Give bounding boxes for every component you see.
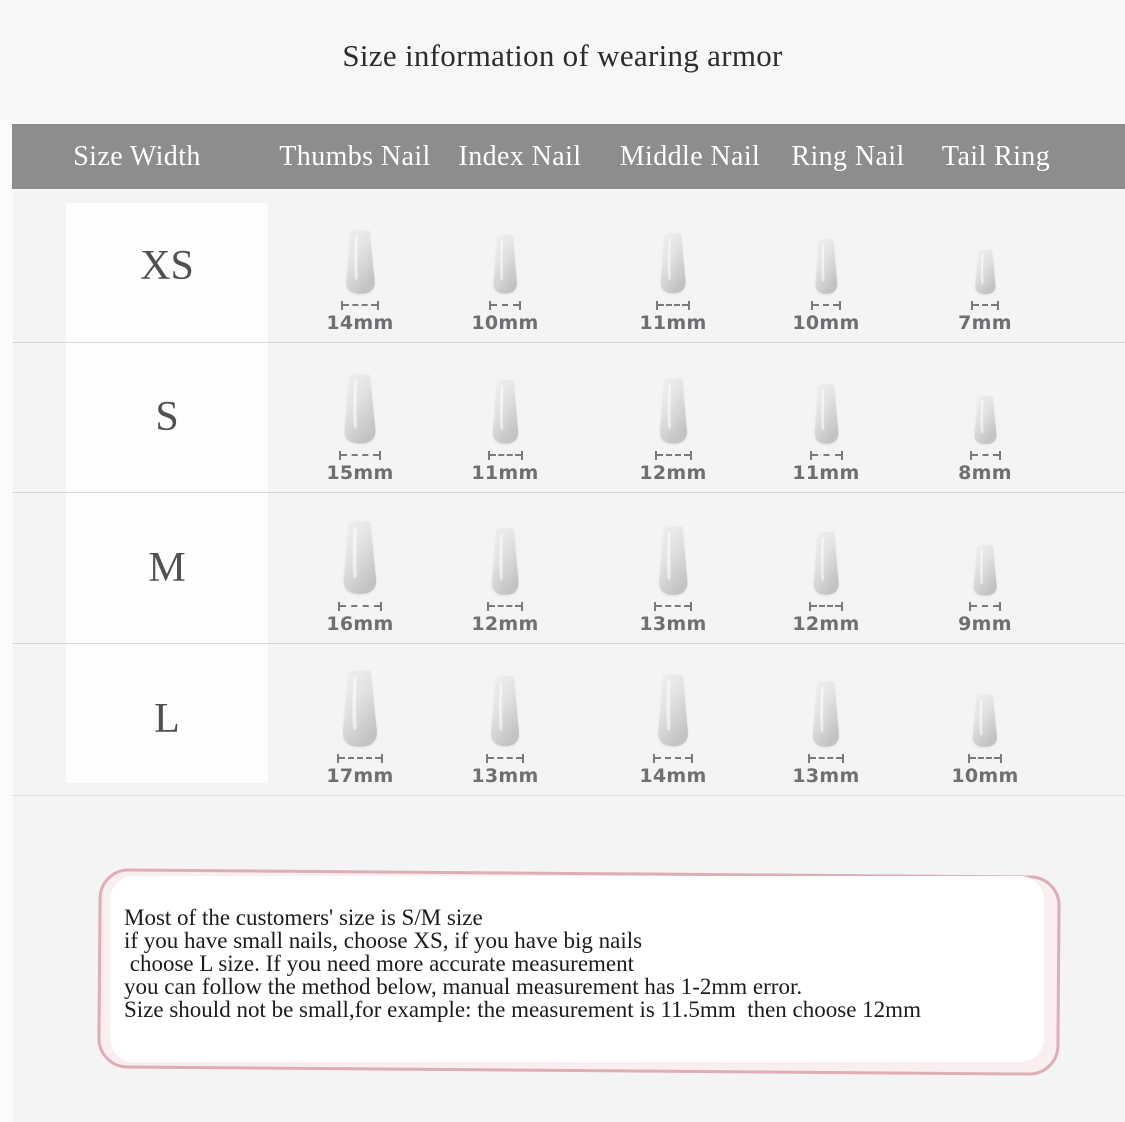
left-margin-strip bbox=[0, 120, 13, 1122]
coffin-nail-icon bbox=[970, 693, 1000, 748]
width-ruler-icon bbox=[341, 301, 380, 310]
nail-cell bbox=[300, 492, 420, 643]
width-ruler-icon bbox=[337, 754, 383, 763]
size-label-s: S bbox=[155, 394, 179, 440]
width-ruler-icon bbox=[971, 301, 1000, 310]
nail-cell bbox=[300, 643, 420, 795]
nail-cell bbox=[766, 492, 886, 643]
column-header-tail-ring: Tail Ring bbox=[941, 140, 1051, 172]
note-text-line: Size should not be small,for example: the measurement is 11.5mm then choose 12mm bbox=[124, 997, 921, 1022]
column-header-ring-nail: Ring Nail bbox=[791, 140, 905, 172]
nail-width-value: 9mm bbox=[958, 613, 1012, 635]
width-ruler-icon bbox=[810, 451, 843, 460]
width-ruler-icon bbox=[968, 754, 1002, 763]
coffin-nail-icon bbox=[972, 395, 999, 445]
coffin-nail-icon bbox=[340, 520, 380, 596]
coffin-nail-icon bbox=[489, 527, 522, 596]
coffin-nail-icon bbox=[971, 544, 999, 597]
nail-cell bbox=[925, 190, 1045, 342]
width-ruler-icon bbox=[969, 602, 1001, 611]
nail-width-value: 10mm bbox=[471, 312, 539, 334]
nail-cell bbox=[925, 492, 1045, 643]
coffin-nail-icon bbox=[655, 673, 691, 748]
nail-cell bbox=[445, 492, 565, 643]
nail-cell bbox=[766, 342, 886, 492]
width-ruler-icon bbox=[338, 602, 382, 611]
width-ruler-icon bbox=[487, 602, 524, 611]
width-ruler-icon bbox=[653, 754, 693, 763]
nail-width-value: 15mm bbox=[326, 462, 394, 484]
column-header-middle-nail: Middle Nail bbox=[619, 140, 761, 172]
width-ruler-icon bbox=[656, 301, 690, 310]
nail-width-value: 14mm bbox=[639, 765, 707, 787]
coffin-nail-icon bbox=[658, 232, 688, 295]
nail-cell bbox=[766, 643, 886, 795]
nail-cell bbox=[445, 190, 565, 342]
size-label-l: L bbox=[154, 696, 180, 742]
row-divider bbox=[12, 795, 1125, 796]
nail-cell bbox=[925, 643, 1045, 795]
width-ruler-icon bbox=[654, 602, 693, 611]
column-header-size-width: Size Width bbox=[73, 140, 201, 172]
nail-width-value: 13mm bbox=[471, 765, 539, 787]
column-header-index-nail: Index Nail bbox=[458, 140, 582, 172]
coffin-nail-icon bbox=[490, 379, 521, 445]
coffin-nail-icon bbox=[812, 383, 841, 445]
nail-width-value: 11mm bbox=[471, 462, 539, 484]
nail-width-value: 17mm bbox=[326, 765, 394, 787]
page-title: Size information of wearing armor bbox=[342, 38, 783, 73]
width-ruler-icon bbox=[655, 451, 692, 460]
table-header-bar bbox=[12, 124, 1125, 189]
nail-width-value: 16mm bbox=[326, 613, 394, 635]
nail-width-value: 10mm bbox=[951, 765, 1019, 787]
coffin-nail-icon bbox=[657, 377, 690, 445]
nail-cell bbox=[613, 190, 733, 342]
nail-cell bbox=[445, 342, 565, 492]
width-ruler-icon bbox=[811, 301, 842, 310]
note-text-block bbox=[124, 906, 1044, 1021]
coffin-nail-icon bbox=[491, 234, 520, 295]
width-ruler-icon bbox=[488, 451, 523, 460]
width-ruler-icon bbox=[339, 451, 381, 460]
coffin-nail-icon bbox=[810, 680, 842, 748]
coffin-nail-icon bbox=[813, 238, 840, 295]
nail-width-value: 12mm bbox=[471, 613, 539, 635]
width-ruler-icon bbox=[808, 754, 844, 763]
nail-cell bbox=[300, 190, 420, 342]
note-text-line: if you have small nails, choose XS, if you have big nails bbox=[124, 928, 643, 953]
width-ruler-icon bbox=[489, 301, 522, 310]
nail-width-value: 11mm bbox=[792, 462, 860, 484]
nail-cell bbox=[766, 190, 886, 342]
note-text-line: you can follow the method below, manual measurement has 1-2mm error. bbox=[124, 974, 803, 999]
size-label-m: M bbox=[148, 544, 186, 591]
nail-cell bbox=[613, 342, 733, 492]
coffin-nail-icon bbox=[811, 531, 841, 596]
nail-width-value: 8mm bbox=[958, 462, 1012, 484]
coffin-nail-icon bbox=[488, 675, 522, 748]
width-ruler-icon bbox=[970, 451, 1001, 460]
size-label-xs: XS bbox=[140, 243, 194, 289]
width-ruler-icon bbox=[809, 602, 843, 611]
nail-width-value: 11mm bbox=[639, 312, 707, 334]
note-text-line: Most of the customers' size is S/M size bbox=[124, 905, 483, 930]
nail-width-value: 10mm bbox=[792, 312, 860, 334]
nail-cell bbox=[925, 342, 1045, 492]
coffin-nail-icon bbox=[341, 373, 379, 445]
nail-width-value: 13mm bbox=[639, 613, 707, 635]
nail-cell bbox=[613, 492, 733, 643]
column-header-thumbs-nail: Thumbs Nail bbox=[279, 140, 431, 172]
nail-width-value: 13mm bbox=[792, 765, 860, 787]
coffin-nail-icon bbox=[973, 249, 998, 295]
coffin-nail-icon bbox=[339, 669, 381, 748]
nail-width-value: 7mm bbox=[958, 312, 1012, 334]
nail-width-value: 14mm bbox=[326, 312, 394, 334]
nail-cell bbox=[445, 643, 565, 795]
coffin-nail-icon bbox=[343, 229, 378, 295]
nail-width-value: 12mm bbox=[639, 462, 707, 484]
note-text-line: choose L size. If you need more accurate measurement bbox=[124, 951, 635, 976]
width-ruler-icon bbox=[486, 754, 524, 763]
coffin-nail-icon bbox=[656, 525, 691, 596]
nail-cell bbox=[613, 643, 733, 795]
nail-cell bbox=[300, 342, 420, 492]
nail-width-value: 12mm bbox=[792, 613, 860, 635]
